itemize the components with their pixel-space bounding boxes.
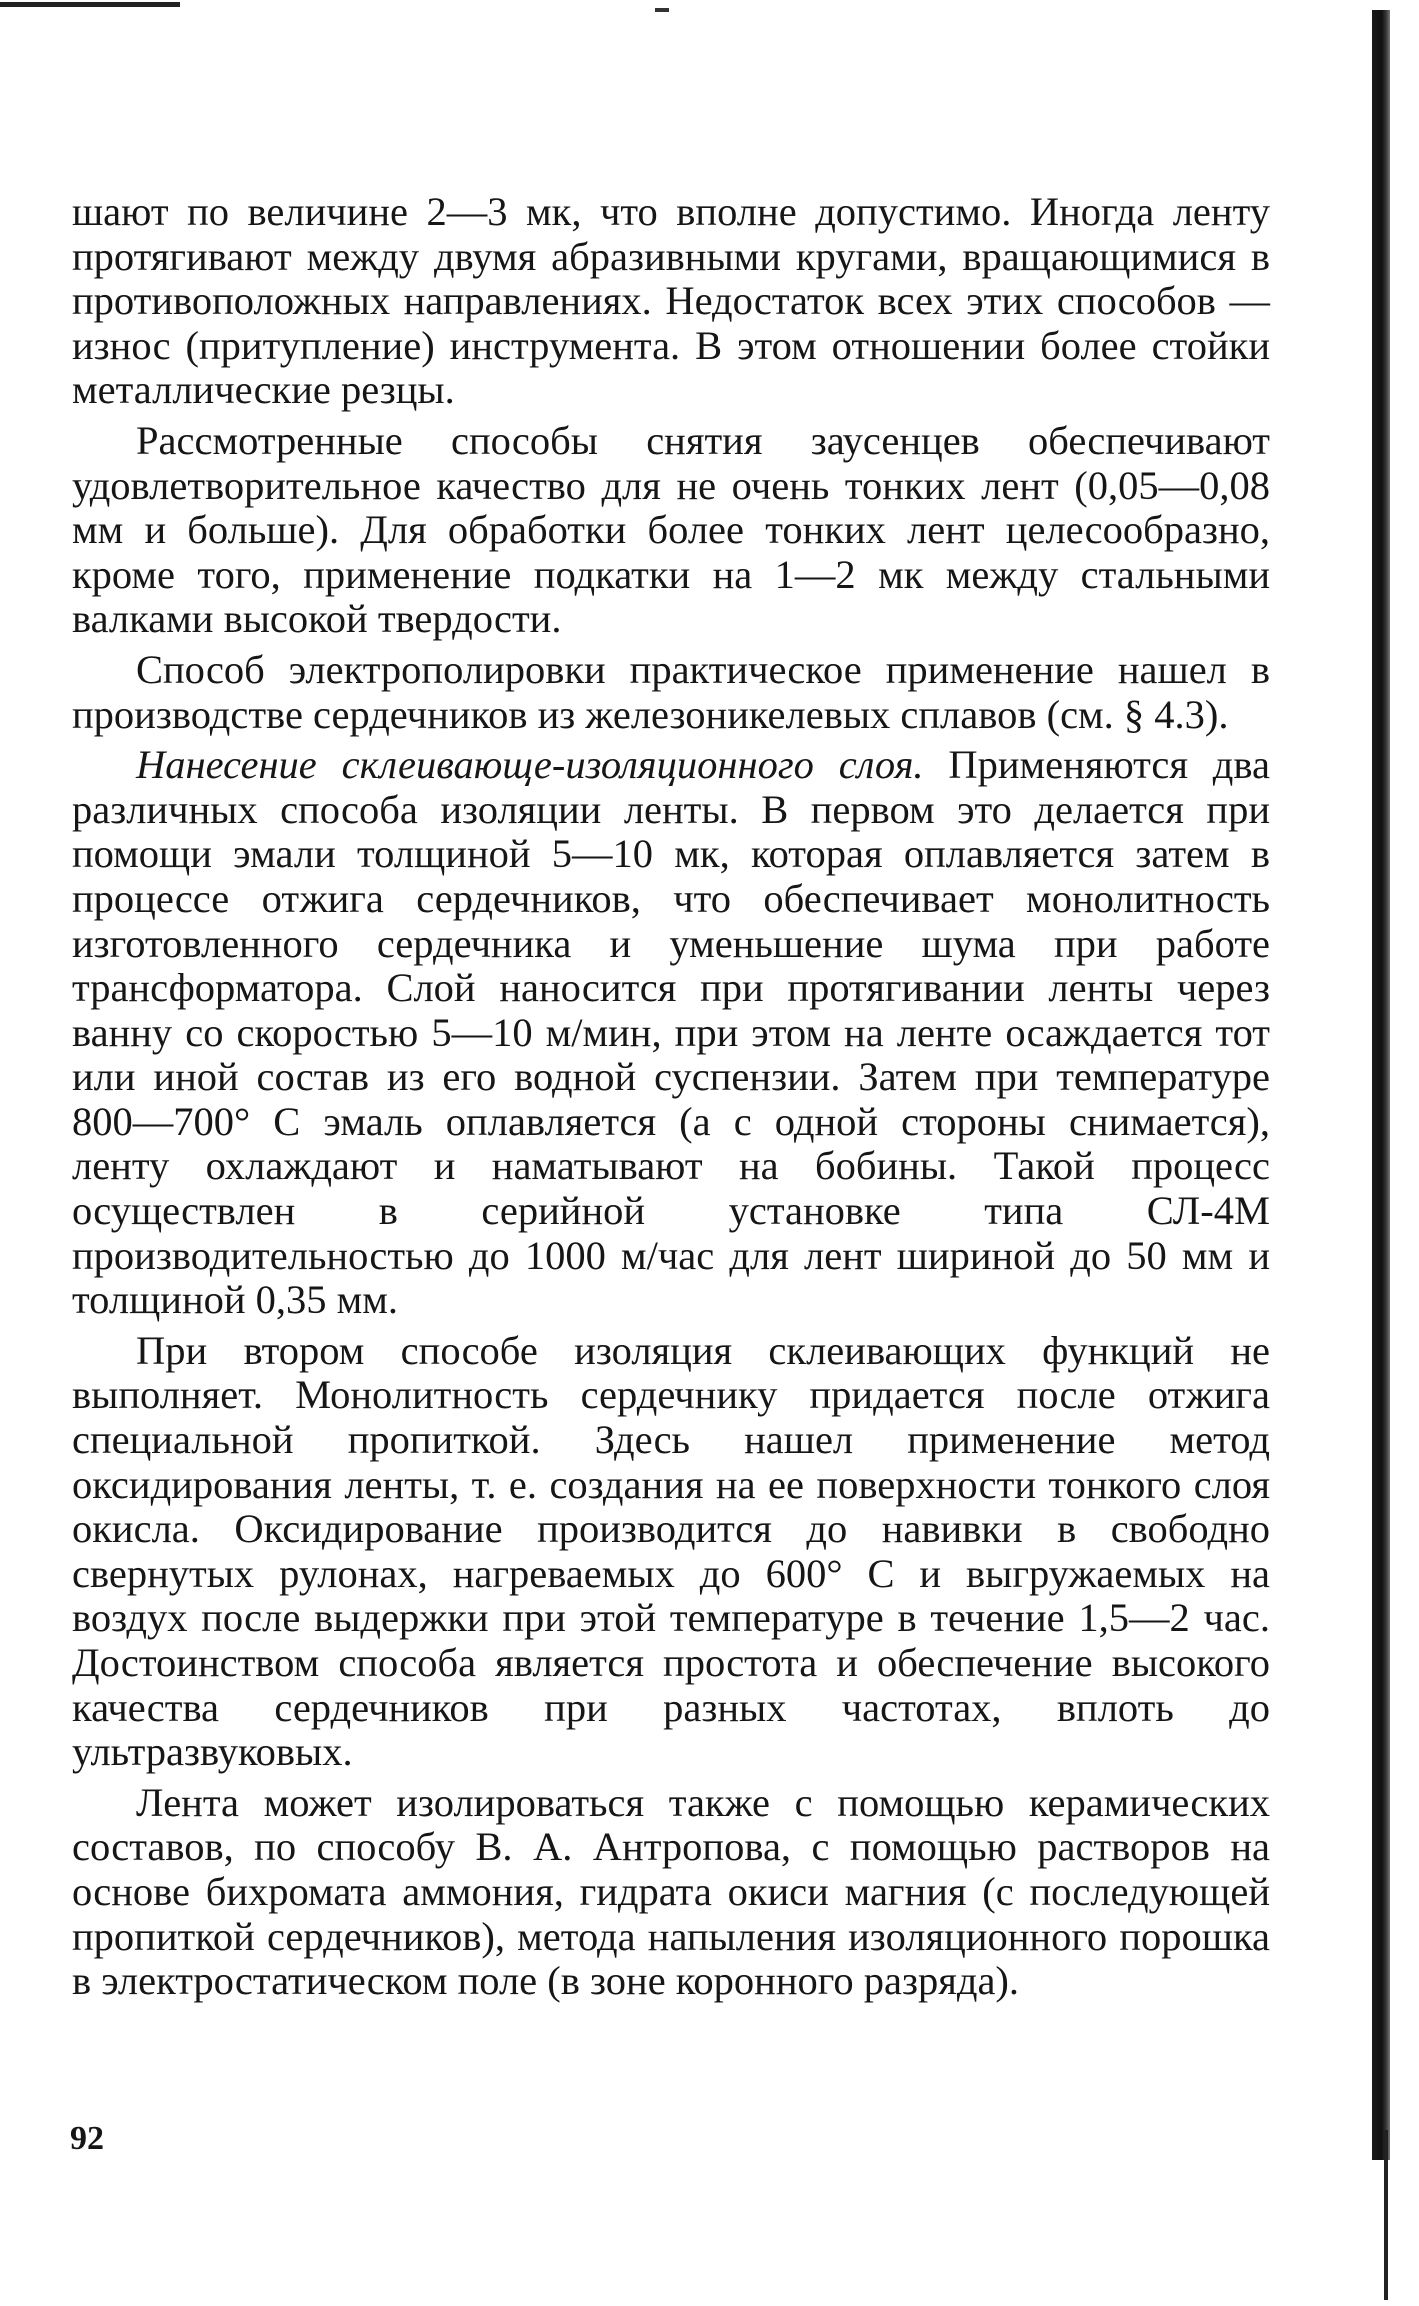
scan-artifact-top-left xyxy=(0,2,180,7)
section-heading-inline: Нанесение склеивающе-изоляционного слоя. xyxy=(136,742,924,788)
scan-artifact-top-center xyxy=(655,8,669,12)
paragraph-6: Лента может изолироваться также с помощью керамических составов, по способу В. А. Антропова, с помощью растворов на основе бихромата аммония, гидрата окиси магния (с последующей пропиткой сердечников), метода напыления изоляционного порошка в электростатическом поле (в зоне коронного разряда). xyxy=(72,1779,1270,2004)
paragraph-4-text: Применяются два различных способа изоляции ленты. В первом это делается при помощи эмали толщиной 5—10 мк, которая оплавляется затем в процессе отжига сердечников, что обеспечивает монолитность изготовленного сердечника и уменьшение шума при работе трансформатора. Слой наносится при протягивании ленты через ванну со скоростью 5—10 м/мин, при этом на ленте осаждается тот или иной состав из его водной суспензии. Затем при температуре 800—700° С эмаль оплавляется (а с одной стороны снимается), ленту охлаждают и наматывают на бобины. Такой процесс осуществлен в серийной установке типа СЛ-4М производительностью до 1000 м/час для лент шириной до 50 мм и толщиной 0,35 мм. xyxy=(72,742,1270,1323)
paragraph-1: шают по величине 2—3 мк, что вполне допустимо. Иногда ленту протягивают между двумя абразивными кругами, вращающимися в противоположных направлениях. Недостаток всех этих способов — износ (притупление) инструмента. В этом отношении более стойки металлические резцы. xyxy=(72,189,1270,413)
book-binding-edge xyxy=(1372,10,1390,2160)
paragraph-4 xyxy=(72,743,1270,1323)
paragraph-2: Рассмотренные способы снятия заусенцев обеспечивают удовлетворительное качество для не очень тонких лент (0,05—0,08 мм и больше). Для обработки более тонких лент целесообразно, кроме того, применение подкатки на 1—2 мк между стальными валками высокой твердости. xyxy=(72,417,1270,642)
paragraph-5: При втором способе изоляция склеивающих функций не выполняет. Монолитность сердечнику придается после отжига специальной пропиткой. Здесь нашел применение метод оксидирования ленты, т. е. создания на ее поверхности тонкого слоя окисла. Оксидирование производится до навивки в свободно свернутых рулонах, нагреваемых до 600° С и выгружаемых на воздух после выдержки при этой температуре в течение 1,5—2 час. Достоинством способа является простота и обеспечение высокого качества сердечников при разных частотах, вплоть до ультразвуковых. xyxy=(72,1327,1270,1775)
paragraph-3: Способ электрополировки практическое применение нашел в производстве сердечников из железоникелевых сплавов (см. § 4.3). xyxy=(72,646,1270,737)
page-body xyxy=(72,190,1270,2004)
book-binding-edge-tail xyxy=(1384,2130,1388,2300)
page-number: 92 xyxy=(70,2120,104,2157)
